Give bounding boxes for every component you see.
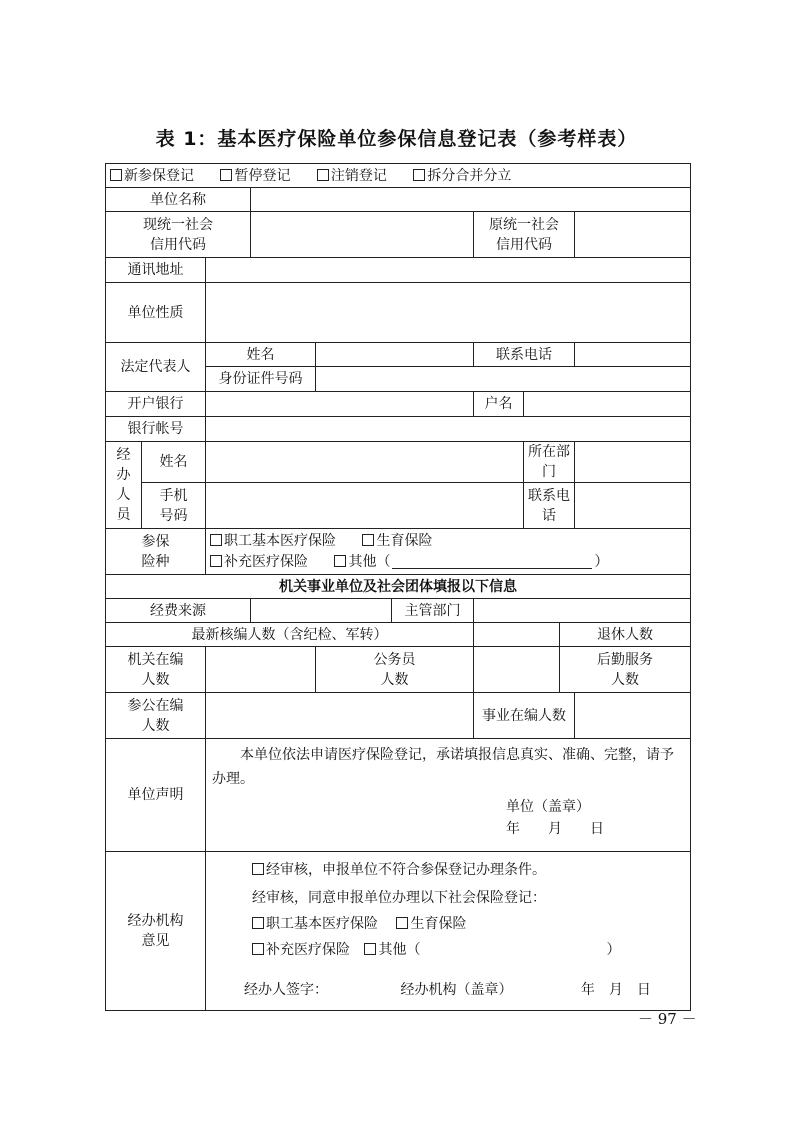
declaration-cell [206, 739, 691, 852]
page-number: － 97 － [638, 1010, 697, 1028]
checkbox-icon[interactable] [220, 169, 232, 181]
reg-cancel-option[interactable]: 注销登记 [317, 166, 387, 186]
organ-staff-label: 机关在编 人数 [106, 647, 206, 693]
institution-staff-label: 事业在编人数 [474, 693, 575, 739]
ins-employee-option[interactable]: 职工基本医疗保险 [210, 531, 336, 552]
checkbox-icon[interactable] [364, 943, 376, 955]
checkbox-icon[interactable] [210, 534, 222, 546]
address-field[interactable] [206, 258, 691, 283]
opinion-approve-text: 经审核，同意申报单位办理以下社会保险登记： [252, 890, 546, 906]
opinion-reject-option[interactable]: 经审核，申报单位不符合参保登记办理条件。 [252, 860, 546, 880]
ref-civil-label: 参公在编 人数 [106, 693, 206, 739]
checkbox-icon[interactable] [210, 555, 222, 567]
funding-label: 经费来源 [106, 599, 251, 623]
checkbox-icon[interactable] [252, 863, 264, 875]
retired-label: 退休人数 [560, 623, 691, 647]
funding-field[interactable] [251, 599, 392, 623]
address-label: 通讯地址 [106, 258, 206, 283]
ins-other-blank[interactable] [392, 554, 592, 569]
original-code-label: 原统一社会 信用代码 [474, 212, 575, 258]
registration-type-row [106, 164, 691, 188]
agency-opinion-cell [206, 852, 691, 1011]
checkbox-icon[interactable] [252, 917, 264, 929]
opinion-insurance-row-2 [252, 940, 632, 960]
staffing-field[interactable] [474, 623, 560, 647]
civil-servant-field[interactable] [474, 647, 560, 693]
opinion-employee-option[interactable]: 职工基本医疗保险 [252, 916, 378, 932]
legal-rep-id-field[interactable] [316, 367, 691, 392]
checkbox-icon[interactable] [362, 534, 374, 546]
staffing-label: 最新核编人数（含纪检、军转） [106, 623, 474, 647]
page-title: 表 1：基本医疗保险单位参保信息登记表（参考样表） [155, 128, 638, 150]
opinion-date: 年 月 日 [580, 982, 651, 998]
handler-phone-field[interactable] [575, 483, 691, 529]
ins-other-option[interactable]: 其他（ ） [334, 552, 608, 573]
reg-split-merge-option[interactable]: 拆分合并分立 [413, 166, 511, 186]
legal-rep-phone-field[interactable] [575, 343, 691, 367]
reg-new-option[interactable]: 新参保登记 [110, 166, 194, 186]
ins-supplementary-option[interactable]: 补充医疗保险 [210, 552, 308, 573]
checkbox-icon[interactable] [334, 555, 346, 567]
opinion-maternity-option[interactable]: 生育保险 [396, 916, 466, 932]
declaration-seal: 单位（盖章） [506, 799, 590, 815]
checkbox-icon[interactable] [413, 169, 425, 181]
declaration-text: 本单位依法申请医疗保险登记，承诺填报信息真实、准确、完整，请予办理。 [212, 747, 674, 787]
supervisor-field[interactable] [474, 599, 691, 623]
ins-maternity-option[interactable]: 生育保险 [362, 531, 432, 552]
civil-servant-label: 公务员 人数 [316, 647, 474, 693]
current-code-field[interactable] [251, 212, 474, 258]
agency-opinion-label: 经办机构 意见 [106, 852, 206, 1011]
opinion-supplementary-option[interactable]: 补充医疗保险 [252, 942, 350, 958]
handler-dept-label: 所在部门 [524, 442, 575, 483]
bank-account-label: 银行帐号 [106, 417, 206, 442]
opinion-other-option[interactable]: 其他（ ） [364, 942, 620, 958]
unit-name-field[interactable] [251, 188, 691, 212]
handler-label: 经办 人员 [106, 442, 142, 529]
bank-field[interactable] [206, 392, 474, 417]
opinion-signature-row [244, 980, 651, 1000]
legal-rep-name-field[interactable] [316, 343, 474, 367]
handler-name-label: 姓名 [142, 442, 206, 483]
organ-staff-field[interactable] [206, 647, 316, 693]
checkbox-icon[interactable] [317, 169, 329, 181]
insurance-type-label: 参保 险种 [106, 529, 206, 575]
handler-dept-field[interactable] [575, 442, 691, 483]
legal-rep-name-label: 姓名 [206, 343, 316, 367]
section-header: 机关事业单位及社会团体填报以下信息 [106, 575, 691, 599]
handler-mobile-label: 手机 号码 [142, 483, 206, 529]
checkbox-icon[interactable] [110, 169, 122, 181]
account-name-label: 户名 [474, 392, 524, 417]
institution-staff-field[interactable] [575, 693, 691, 739]
ref-civil-field[interactable] [206, 693, 474, 739]
insurance-options [206, 529, 691, 575]
handler-phone-label: 联系电话 [524, 483, 575, 529]
opinion-insurance-row-1 [252, 914, 466, 934]
current-code-label: 现统一社会 信用代码 [106, 212, 251, 258]
handler-signature-label: 经办人签字： [244, 982, 328, 998]
agency-seal-label: 经办机构（盖章） [400, 982, 513, 998]
legal-rep-phone-label: 联系电话 [474, 343, 575, 367]
supervisor-label: 主管部门 [392, 599, 474, 623]
bank-account-field[interactable] [206, 417, 691, 442]
handler-mobile-field[interactable] [206, 483, 524, 529]
checkbox-icon[interactable] [396, 917, 408, 929]
handler-name-field[interactable] [206, 442, 524, 483]
original-code-field[interactable] [575, 212, 691, 258]
account-name-field[interactable] [524, 392, 691, 417]
declaration-date: 年 月 日 [506, 821, 604, 837]
legal-rep-id-label: 身份证件号码 [206, 367, 316, 392]
logistics-label: 后勤服务 人数 [560, 647, 691, 693]
unit-nature-field[interactable] [206, 283, 691, 343]
reg-suspend-option[interactable]: 暂停登记 [220, 166, 290, 186]
checkbox-icon[interactable] [252, 943, 264, 955]
legal-rep-label: 法定代表人 [106, 343, 206, 392]
declaration-label: 单位声明 [106, 739, 206, 852]
unit-nature-label: 单位性质 [106, 283, 206, 343]
bank-label: 开户银行 [106, 392, 206, 417]
registration-form [105, 163, 691, 1011]
unit-name-label: 单位名称 [106, 188, 251, 212]
